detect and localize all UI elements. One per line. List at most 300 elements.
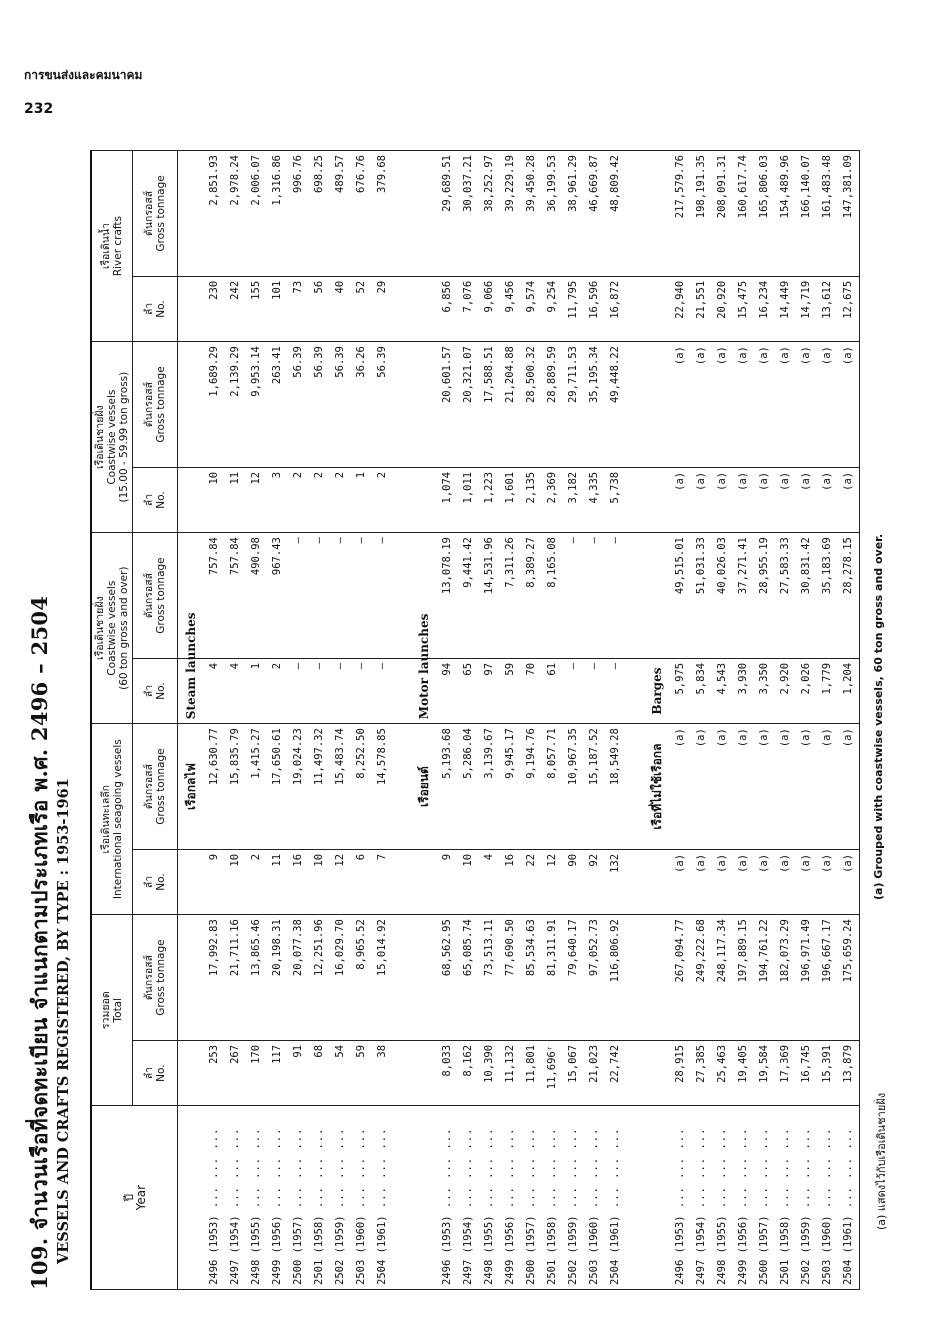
c60-no-cell: 4 <box>225 658 246 723</box>
subheader-gross-tonnage-english: Gross tonnage <box>155 748 167 825</box>
river-no-cell: 16,234 <box>754 276 775 341</box>
river-gt-cell: 676.76 <box>351 151 372 277</box>
c15-no-cell: 1,223 <box>479 467 500 532</box>
c60-gt-cell: — <box>563 533 584 659</box>
intl-no-cell: 12 <box>542 849 563 914</box>
year-cell <box>796 1106 817 1290</box>
year-value: 2502 (1959) <box>800 1215 812 1285</box>
c60-gt-cell: — <box>351 533 372 659</box>
leader-dots: ... ... ... <box>271 1127 283 1216</box>
table-cell-empty <box>393 342 411 468</box>
table-cell-empty <box>644 1106 670 1290</box>
leader-dots: ... ... ... <box>609 1127 621 1216</box>
river-no-cell: 14,449 <box>775 276 796 341</box>
table-cell-empty <box>411 849 437 914</box>
total-gt-cell: 196,971.49 <box>796 915 817 1041</box>
river-no-cell: 56 <box>309 276 330 341</box>
table-row <box>733 151 754 1290</box>
c60-gt-cell: — <box>372 533 393 659</box>
table-cell-empty <box>178 276 205 341</box>
river-gt-cell: 2,851.93 <box>204 151 225 277</box>
c15-gt-cell: (a) <box>796 342 817 468</box>
subheader-gross-tonnage-english: Gross tonnage <box>155 557 167 634</box>
c60-no-cell: 5,834 <box>691 658 712 723</box>
c15-gt-cell: 56.39 <box>288 342 309 468</box>
table-row <box>796 151 817 1290</box>
river-gt-cell: 48,809.42 <box>605 151 626 277</box>
river-no-cell: 9,574 <box>521 276 542 341</box>
total-gt-cell: 16,029.70 <box>330 915 351 1041</box>
year-value: 2496 (1953) <box>208 1215 220 1285</box>
c15-gt-cell: (a) <box>817 342 838 468</box>
header-year-english: Year <box>133 1184 148 1211</box>
c60-no-cell: 1,779 <box>817 658 838 723</box>
intl-no-cell: 10 <box>458 849 479 914</box>
total-gt-cell: 79,640.17 <box>563 915 584 1041</box>
table-row <box>754 151 775 1290</box>
table-cell-empty <box>393 1040 411 1105</box>
year-value: 2500 (1957) <box>758 1215 770 1285</box>
intl-gt-cell: 5,193.68 <box>437 724 458 850</box>
c15-gt-cell: 20,321.07 <box>458 342 479 468</box>
total-no-cell: 11,132 <box>500 1040 521 1105</box>
intl-gt-cell: (a) <box>817 724 838 850</box>
year-value: 2500 (1957) <box>525 1215 537 1285</box>
total-no-cell: 91 <box>288 1040 309 1105</box>
subheader-no <box>133 849 178 914</box>
subheader-gross-tonnage-english: Gross tonnage <box>155 175 167 252</box>
river-no-cell: 16,872 <box>605 276 626 341</box>
total-gt-cell: 249,222.68 <box>691 915 712 1041</box>
c60-gt-cell: 49,515.01 <box>670 533 691 659</box>
intl-no-cell: (a) <box>754 849 775 914</box>
intl-no-cell: 10 <box>309 849 330 914</box>
total-gt-cell: 15,014.92 <box>372 915 393 1041</box>
header-total <box>91 915 133 1106</box>
header-coastwise-60-thai: เรือเดินชายฝั่ง <box>94 596 106 660</box>
subheader-no <box>133 1040 178 1105</box>
leader-dots: ... ... ... <box>842 1127 854 1216</box>
river-no-cell: 9,066 <box>479 276 500 341</box>
table-cell-empty <box>626 915 644 1041</box>
footnote-thai: (a) แสดงไว้กับเรือเดินชายฝั่ง <box>875 1092 888 1230</box>
leader-dots: ... ... ... <box>737 1127 749 1216</box>
subheader-no <box>133 467 178 532</box>
table-row <box>775 151 796 1290</box>
year-value: 2504 (1961) <box>609 1215 621 1285</box>
c60-no-cell: 2,026 <box>796 658 817 723</box>
c15-gt-cell: 28,889.59 <box>542 342 563 468</box>
c15-no-cell: 2 <box>288 467 309 532</box>
table-cell-empty <box>644 276 670 341</box>
table-row <box>204 151 225 1290</box>
intl-no-cell: 9 <box>437 849 458 914</box>
c60-gt-cell: 51,031.33 <box>691 533 712 659</box>
total-gt-cell: 194,761.22 <box>754 915 775 1041</box>
c60-gt-cell: 14,531.96 <box>479 533 500 659</box>
year-cell <box>542 1106 563 1290</box>
table-cell-empty <box>626 658 644 723</box>
section-label-thai: เรือยนต์ <box>411 724 437 850</box>
leader-dots: ... ... ... <box>821 1127 833 1216</box>
intl-gt-cell: 15,483.74 <box>330 724 351 850</box>
year-value: 2498 (1955) <box>250 1215 262 1285</box>
intl-gt-cell: 1,415.27 <box>246 724 267 850</box>
c15-gt-cell: 263.41 <box>267 342 288 468</box>
table-row <box>437 151 458 1290</box>
header-coastwise-15-english: Coastwise vessels <box>106 389 118 485</box>
intl-gt-cell: (a) <box>670 724 691 850</box>
table-row <box>288 151 309 1290</box>
c15-gt-cell: 17,588.51 <box>479 342 500 468</box>
c60-gt-cell: 28,278.15 <box>838 533 860 659</box>
river-gt-cell: 489.57 <box>330 151 351 277</box>
c15-no-cell: 3,182 <box>563 467 584 532</box>
table-cell-empty <box>393 849 411 914</box>
intl-gt-cell: (a) <box>754 724 775 850</box>
river-gt-cell: 198,191.35 <box>691 151 712 277</box>
river-gt-cell: 39,450.28 <box>521 151 542 277</box>
header-coastwise-15 <box>91 342 133 533</box>
c60-no-cell: 2 <box>267 658 288 723</box>
leader-dots: ... ... ... <box>355 1127 367 1216</box>
total-no-cell: 19,584 <box>754 1040 775 1105</box>
header-river <box>91 151 133 342</box>
year-cell <box>563 1106 584 1290</box>
total-no-cell: 10,390 <box>479 1040 500 1105</box>
c15-gt-cell: 1,689.29 <box>204 342 225 468</box>
header-coastwise-15-thai: เรือเดินชายฝั่ง <box>94 405 106 469</box>
total-gt-cell: 20,077.38 <box>288 915 309 1041</box>
c60-gt-cell: 490.98 <box>246 533 267 659</box>
header-total-thai: รวมยอด <box>100 991 112 1030</box>
subheader-gross-tonnage <box>133 151 178 277</box>
table-cell-empty <box>178 1106 205 1290</box>
intl-gt-cell: 12,630.77 <box>204 724 225 850</box>
river-no-cell: 12,675 <box>838 276 860 341</box>
year-value: 2496 (1953) <box>674 1215 686 1285</box>
table-cell-empty <box>393 533 411 659</box>
total-gt-cell: 175,659.24 <box>838 915 860 1041</box>
table-row <box>691 151 712 1290</box>
total-gt-cell: 197,889.15 <box>733 915 754 1041</box>
header-coastwise-60 <box>91 533 133 724</box>
leader-dots: ... ... ... <box>525 1127 537 1216</box>
river-gt-cell: 160,617.74 <box>733 151 754 277</box>
table-row <box>330 151 351 1290</box>
table-row <box>309 151 330 1290</box>
rotated-table-area <box>24 150 894 1290</box>
header-coastwise-60-english: Coastwise vessels <box>106 580 118 676</box>
river-gt-cell: 379.68 <box>372 151 393 277</box>
river-gt-cell: 996.76 <box>288 151 309 277</box>
table-row <box>351 151 372 1290</box>
intl-gt-cell: (a) <box>733 724 754 850</box>
table-row <box>500 151 521 1290</box>
table-title <box>24 150 72 1290</box>
subheader-gross-tonnage-thai: ตันกรอสส์ <box>143 955 155 1001</box>
intl-gt-cell: 15,187.52 <box>584 724 605 850</box>
intl-no-cell: 16 <box>288 849 309 914</box>
total-no-cell: 19,405 <box>733 1040 754 1105</box>
c15-no-cell: (a) <box>838 467 860 532</box>
total-gt-cell: 77,690.50 <box>500 915 521 1041</box>
river-gt-cell: 39,229.19 <box>500 151 521 277</box>
c15-no-cell: 11 <box>225 467 246 532</box>
total-no-cell: 8,162 <box>458 1040 479 1105</box>
river-no-cell: 40 <box>330 276 351 341</box>
header-river-english: River crafts <box>112 215 124 277</box>
total-no-cell: 59 <box>351 1040 372 1105</box>
c15-gt-cell: (a) <box>691 342 712 468</box>
c60-no-cell: 65 <box>458 658 479 723</box>
c60-no-cell: — <box>309 658 330 723</box>
c15-no-cell: 3 <box>267 467 288 532</box>
river-no-cell: 6,856 <box>437 276 458 341</box>
section-label-english: Steam launches <box>178 658 205 723</box>
total-no-cell: 27,385 <box>691 1040 712 1105</box>
table-cell-empty <box>411 915 437 1041</box>
total-no-cell: 25,463 <box>712 1040 733 1105</box>
header-coastwise-15-note: (15.00 - 59.99 ton gross) <box>118 371 130 503</box>
header-international-english: International seagoing vessels <box>112 739 124 900</box>
year-value: 2497 (1954) <box>462 1215 474 1285</box>
year-cell <box>246 1106 267 1290</box>
table-row <box>584 151 605 1290</box>
subheader-no-thai: ลำ <box>143 684 155 698</box>
year-value: 2502 (1959) <box>334 1215 346 1285</box>
year-cell <box>775 1106 796 1290</box>
leader-dots: ... ... ... <box>462 1127 474 1216</box>
intl-gt-cell: (a) <box>796 724 817 850</box>
c15-no-cell: (a) <box>817 467 838 532</box>
c15-gt-cell: 49,448.22 <box>605 342 626 468</box>
year-cell <box>733 1106 754 1290</box>
table-cell-empty <box>393 276 411 341</box>
section-label-english: Barges <box>644 658 670 723</box>
c60-no-cell: 4 <box>204 658 225 723</box>
leader-dots: ... ... ... <box>229 1127 241 1216</box>
intl-no-cell: (a) <box>775 849 796 914</box>
year-value: 2504 (1961) <box>376 1215 388 1285</box>
total-no-cell: 8,033 <box>437 1040 458 1105</box>
intl-no-cell: 12 <box>330 849 351 914</box>
intl-no-cell: 6 <box>351 849 372 914</box>
leader-dots: ... ... ... <box>483 1127 495 1216</box>
year-cell <box>817 1106 838 1290</box>
leader-dots: ... ... ... <box>758 1127 770 1216</box>
subheader-no-thai: ลำ <box>143 875 155 889</box>
leader-dots: ... ... ... <box>376 1127 388 1216</box>
intl-no-cell: 9 <box>204 849 225 914</box>
table-cell-empty <box>393 724 411 850</box>
table-body <box>178 151 860 1290</box>
c15-gt-cell: 9,953.14 <box>246 342 267 468</box>
year-cell <box>691 1106 712 1290</box>
header-total-english: Total <box>112 997 124 1023</box>
year-value: 2501 (1958) <box>313 1215 325 1285</box>
total-no-cell: 54 <box>330 1040 351 1105</box>
total-gt-cell: 12,251.96 <box>309 915 330 1041</box>
year-value: 2501 (1958) <box>779 1215 791 1285</box>
c15-no-cell: 12 <box>246 467 267 532</box>
section-category: การขนส่งและคมนาคม <box>24 68 143 82</box>
table-cell-empty <box>626 849 644 914</box>
table-cell-empty <box>411 151 437 277</box>
c15-gt-cell: 56.39 <box>372 342 393 468</box>
intl-no-cell: 2 <box>246 849 267 914</box>
c15-no-cell: 1,074 <box>437 467 458 532</box>
c60-gt-cell: 27,583.33 <box>775 533 796 659</box>
subheader-no-english: No. <box>155 873 167 891</box>
year-cell <box>605 1106 626 1290</box>
river-gt-cell: 147,381.09 <box>838 151 860 277</box>
river-no-cell: 21,551 <box>691 276 712 341</box>
table-cell-empty <box>393 151 411 277</box>
total-no-cell: 11,801 <box>521 1040 542 1105</box>
c60-gt-cell: — <box>309 533 330 659</box>
intl-gt-cell: 9,194.76 <box>521 724 542 850</box>
table-cell-empty <box>644 533 670 659</box>
c15-gt-cell: 21,204.88 <box>500 342 521 468</box>
intl-gt-cell: 14,578.85 <box>372 724 393 850</box>
table-cell-empty <box>626 467 644 532</box>
intl-no-cell: 92 <box>584 849 605 914</box>
c60-gt-cell: 8,165.08 <box>542 533 563 659</box>
leader-dots: ... ... ... <box>779 1127 791 1216</box>
intl-gt-cell: 9,945.17 <box>500 724 521 850</box>
c15-no-cell: 4,335 <box>584 467 605 532</box>
table-cell-empty <box>626 276 644 341</box>
table-cell-empty <box>644 1040 670 1105</box>
c15-gt-cell: (a) <box>775 342 796 468</box>
river-no-cell: 101 <box>267 276 288 341</box>
table-cell-empty <box>411 1106 437 1290</box>
c15-gt-cell: 28,500.32 <box>521 342 542 468</box>
table-cell-empty <box>644 342 670 468</box>
table-cell-empty <box>178 151 205 277</box>
c60-gt-cell: — <box>605 533 626 659</box>
table-cell-empty <box>178 342 205 468</box>
c15-gt-cell: 2,139.29 <box>225 342 246 468</box>
year-cell <box>754 1106 775 1290</box>
intl-gt-cell: (a) <box>712 724 733 850</box>
river-gt-cell: 208,091.31 <box>712 151 733 277</box>
c60-gt-cell: 35,183.69 <box>817 533 838 659</box>
c60-no-cell: 4,543 <box>712 658 733 723</box>
subheader-gross-tonnage-thai: ตันกรอสส์ <box>143 572 155 619</box>
table-cell-empty <box>178 467 205 532</box>
river-gt-cell: 154,489.96 <box>775 151 796 277</box>
year-value: 2498 (1955) <box>483 1215 495 1285</box>
c60-no-cell: 1 <box>246 658 267 723</box>
total-no-cell: 22,742 <box>605 1040 626 1105</box>
leader-dots: ... ... ... <box>250 1127 262 1216</box>
river-no-cell: 13,612 <box>817 276 838 341</box>
table-row <box>246 151 267 1290</box>
leader-dots: ... ... ... <box>504 1127 516 1216</box>
table-cell-empty <box>411 467 437 532</box>
river-gt-cell: 698.25 <box>309 151 330 277</box>
river-no-cell: 230 <box>204 276 225 341</box>
table-cell-empty <box>393 915 411 1041</box>
year-cell <box>309 1106 330 1290</box>
intl-gt-cell: 19,024.23 <box>288 724 309 850</box>
header-international <box>91 724 133 915</box>
c15-no-cell: 2,369 <box>542 467 563 532</box>
section-label-english: Motor launches <box>411 658 437 723</box>
table-cell-empty <box>644 915 670 1041</box>
c60-no-cell: 5,975 <box>670 658 691 723</box>
subheader-no-thai: ลำ <box>143 1066 155 1080</box>
c15-gt-cell: (a) <box>712 342 733 468</box>
intl-no-cell: 132 <box>605 849 626 914</box>
intl-no-cell: 11 <box>267 849 288 914</box>
intl-no-cell: 4 <box>479 849 500 914</box>
c60-gt-cell: 13,078.19 <box>437 533 458 659</box>
subheader-no-thai: ลำ <box>143 302 155 316</box>
river-gt-cell: 36,199.53 <box>542 151 563 277</box>
year-value: 2502 (1959) <box>567 1215 579 1285</box>
intl-no-cell: (a) <box>670 849 691 914</box>
year-cell <box>372 1106 393 1290</box>
total-gt-cell: 17,992.83 <box>204 915 225 1041</box>
c15-no-cell: (a) <box>733 467 754 532</box>
total-no-cell: 38 <box>372 1040 393 1105</box>
c60-gt-cell: 757.84 <box>225 533 246 659</box>
intl-no-cell: 7 <box>372 849 393 914</box>
river-gt-cell: 2,978.24 <box>225 151 246 277</box>
spacer-row <box>393 151 411 1290</box>
total-gt-cell: 267,094.77 <box>670 915 691 1041</box>
header-international-thai: เรือเดินทะเลลึก <box>100 784 112 854</box>
table-cell-empty <box>626 1040 644 1105</box>
table-row <box>458 151 479 1290</box>
leader-dots: ... ... ... <box>800 1127 812 1216</box>
year-cell <box>670 1106 691 1290</box>
table-row <box>267 151 288 1290</box>
river-gt-cell: 46,669.87 <box>584 151 605 277</box>
c60-gt-cell: 28,955.19 <box>754 533 775 659</box>
table-cell-empty <box>411 276 437 341</box>
c15-no-cell: 1,011 <box>458 467 479 532</box>
total-gt-cell: 8,965.52 <box>351 915 372 1041</box>
total-no-cell: 170 <box>246 1040 267 1105</box>
year-value: 2504 (1961) <box>842 1215 854 1285</box>
river-no-cell: 7,076 <box>458 276 479 341</box>
subheader-no-thai: ลำ <box>143 493 155 507</box>
table-cell-empty <box>178 915 205 1041</box>
c60-no-cell: — <box>330 658 351 723</box>
year-value: 2496 (1953) <box>441 1215 453 1285</box>
subheader-gross-tonnage-thai: ตันกรอสส์ <box>143 381 155 428</box>
table-cell-empty <box>626 724 644 850</box>
total-no-cell: 28,915 <box>670 1040 691 1105</box>
leader-dots: ... ... ... <box>208 1127 220 1216</box>
table-cell-empty <box>393 658 411 723</box>
total-gt-cell: 68,562.95 <box>437 915 458 1041</box>
section-header-row <box>178 151 205 1290</box>
river-no-cell: 9,456 <box>500 276 521 341</box>
subheader-gross-tonnage <box>133 342 178 468</box>
header-year <box>91 1106 178 1290</box>
c15-no-cell: 2 <box>330 467 351 532</box>
table-cell-empty <box>644 467 670 532</box>
year-cell <box>437 1106 458 1290</box>
year-cell <box>838 1106 860 1290</box>
c15-no-cell: 2 <box>309 467 330 532</box>
total-gt-cell: 248,117.34 <box>712 915 733 1041</box>
